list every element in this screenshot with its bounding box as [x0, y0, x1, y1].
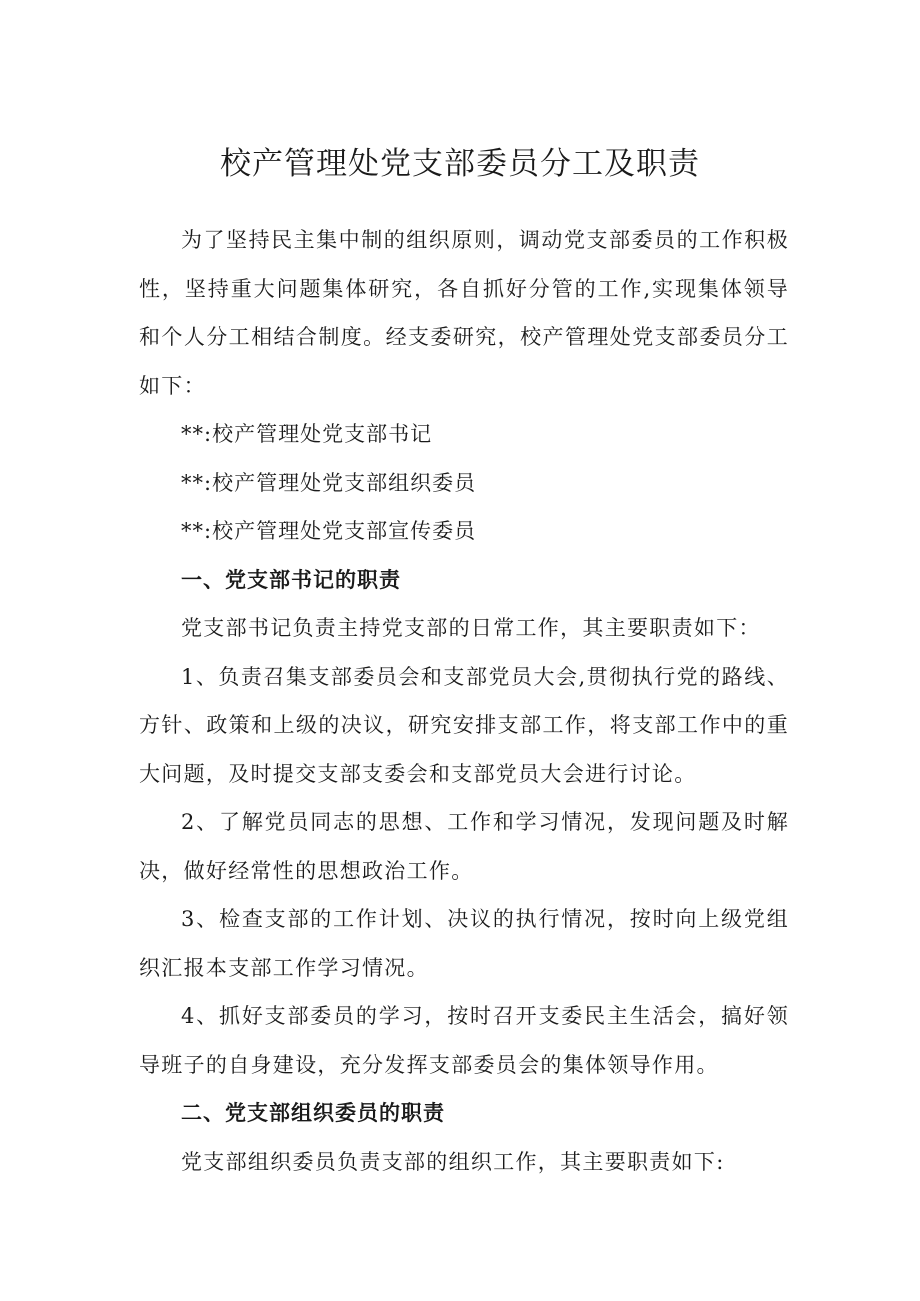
member-assignment-secretary: **:校产管理处党支部书记 — [181, 422, 433, 446]
member-assignment-organization: **:校产管理处党支部组织委员 — [181, 470, 477, 495]
section-lead-secretary: 党支部书记负责主持党支部的日常工作，其主要职责如下： — [181, 616, 761, 640]
duty-item: 1、负责召集支部委员会和支部党员大会,贯彻执行党的路线、方针、政策和上级的决议，研究安排支部工作，将支部工作中的重大问题，及时提交支部支委会和支部党员大会进行讨论。 — [139, 664, 789, 786]
document-body — [139, 216, 789, 1186]
section-heading-secretary: 一、党支部书记的职责 — [181, 567, 401, 592]
duty-item: 3、检查支部的工作计划、决议的执行情况，按时向上级党组织汇报本支部工作学习情况。 — [139, 907, 789, 980]
document-title: 校产管理处党支部委员分工及职责 — [220, 146, 700, 182]
intro-paragraph: 为了坚持民主集中制的组织原则，调动党支部委员的工作积极性，坚持重大问题集体研究，各自抓好分管的工作,实现集体领导和个人分工相结合制度。经支委研究，校产管理处党支部委员分工如下： — [139, 228, 789, 398]
duty-item: 2、了解党员同志的思想、工作和学习情况，发现问题及时解决，做好经常性的思想政治工作。 — [139, 810, 789, 883]
member-assignment-publicity: **:校产管理处党支部宣传委员 — [181, 519, 477, 543]
section-lead-organization: 党支部组织委员负责支部的组织工作，其主要职责如下: — [181, 1149, 725, 1174]
duty-item: 4、抓好支部委员的学习，按时召开支委民主生活会，搞好领导班子的自身建设，充分发挥支部委员会的集体领导作用。 — [139, 1004, 789, 1077]
section-heading-organization: 二、党支部组织委员的职责 — [181, 1101, 445, 1125]
